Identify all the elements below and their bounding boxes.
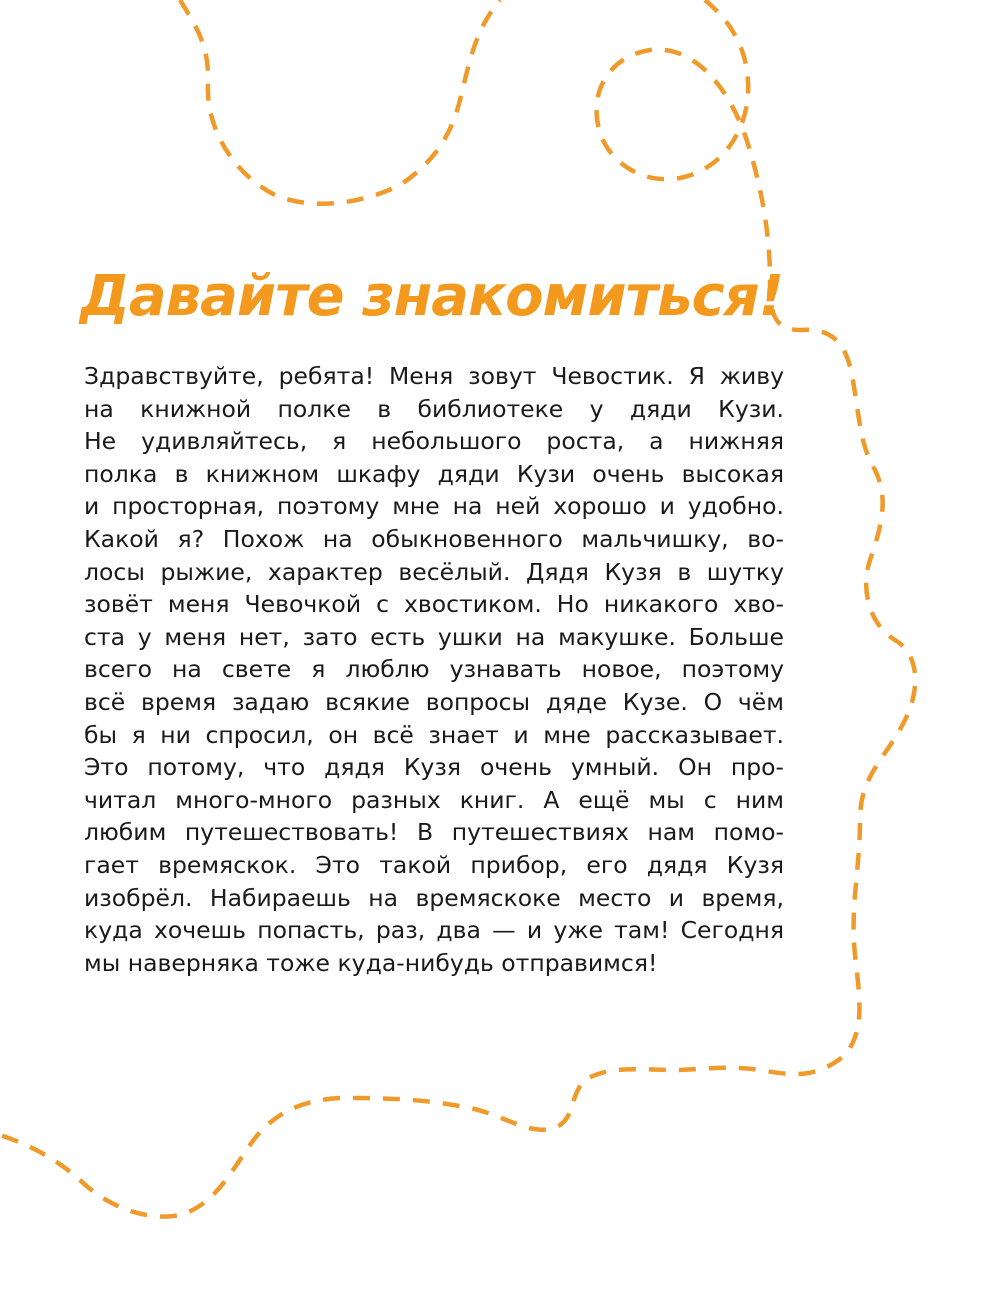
dashed-wave-top-left [180, 0, 500, 204]
paragraph-line: ста у меня нет, зато есть ушки на макушке. Больше [84, 622, 784, 651]
paragraph-line: полка в книжном шкафу дяди Кузи очень высокая [84, 459, 784, 488]
paragraph-line: Не удивляйтесь, я небольшого роста, а нижняя [84, 427, 784, 456]
intro-paragraph [84, 360, 784, 979]
paragraph-line: любим путешествовать! В путешествиях нам помо- [84, 818, 784, 847]
paragraph-line: и просторная, поэтому мне на ней хорошо и удобно. [84, 492, 784, 521]
paragraph-line: лосы рыжие, характер весёлый. Дядя Кузя в шутку [84, 557, 784, 586]
paragraph-line: куда хочешь попасть, раз, два — и уже там! Сегодня [84, 916, 784, 945]
paragraph-line: Какой я? Похож на обыкновенного мальчишку, во- [84, 524, 784, 553]
paragraph-line: бы я ни спросил, он всё знает и мне рассказывает. [84, 720, 784, 749]
paragraph-line: читал много-много разных книг. А ещё мы с ним [84, 785, 784, 814]
paragraph-line: зовёт меня Чевочкой с хвостиком. Но никакого хво- [84, 590, 784, 619]
paragraph-line: гает времяскок. Это такой прибор, его дядя Кузя [84, 850, 784, 879]
paragraph-line: всё время задаю всякие вопросы дяде Кузе. О чём [84, 687, 784, 716]
paragraph-line: всего на свете я люблю узнавать новое, поэтому [84, 655, 784, 684]
paragraph-line-last: мы наверняка тоже куда-нибудь отправимся! [84, 948, 658, 977]
paragraph-line: изобрёл. Набираешь на времяскоке место и время, [84, 883, 784, 912]
page-title: Давайте знакомиться! [80, 264, 784, 329]
paragraph-line: на книжной полке в библиотеке у дяди Кузи. [84, 394, 784, 423]
paragraph-line: Здравствуйте, ребята! Меня зовут Чевостик. Я живу [84, 362, 784, 390]
paragraph-line: Это потому, что дядя Кузя очень умный. Он про- [84, 753, 784, 782]
